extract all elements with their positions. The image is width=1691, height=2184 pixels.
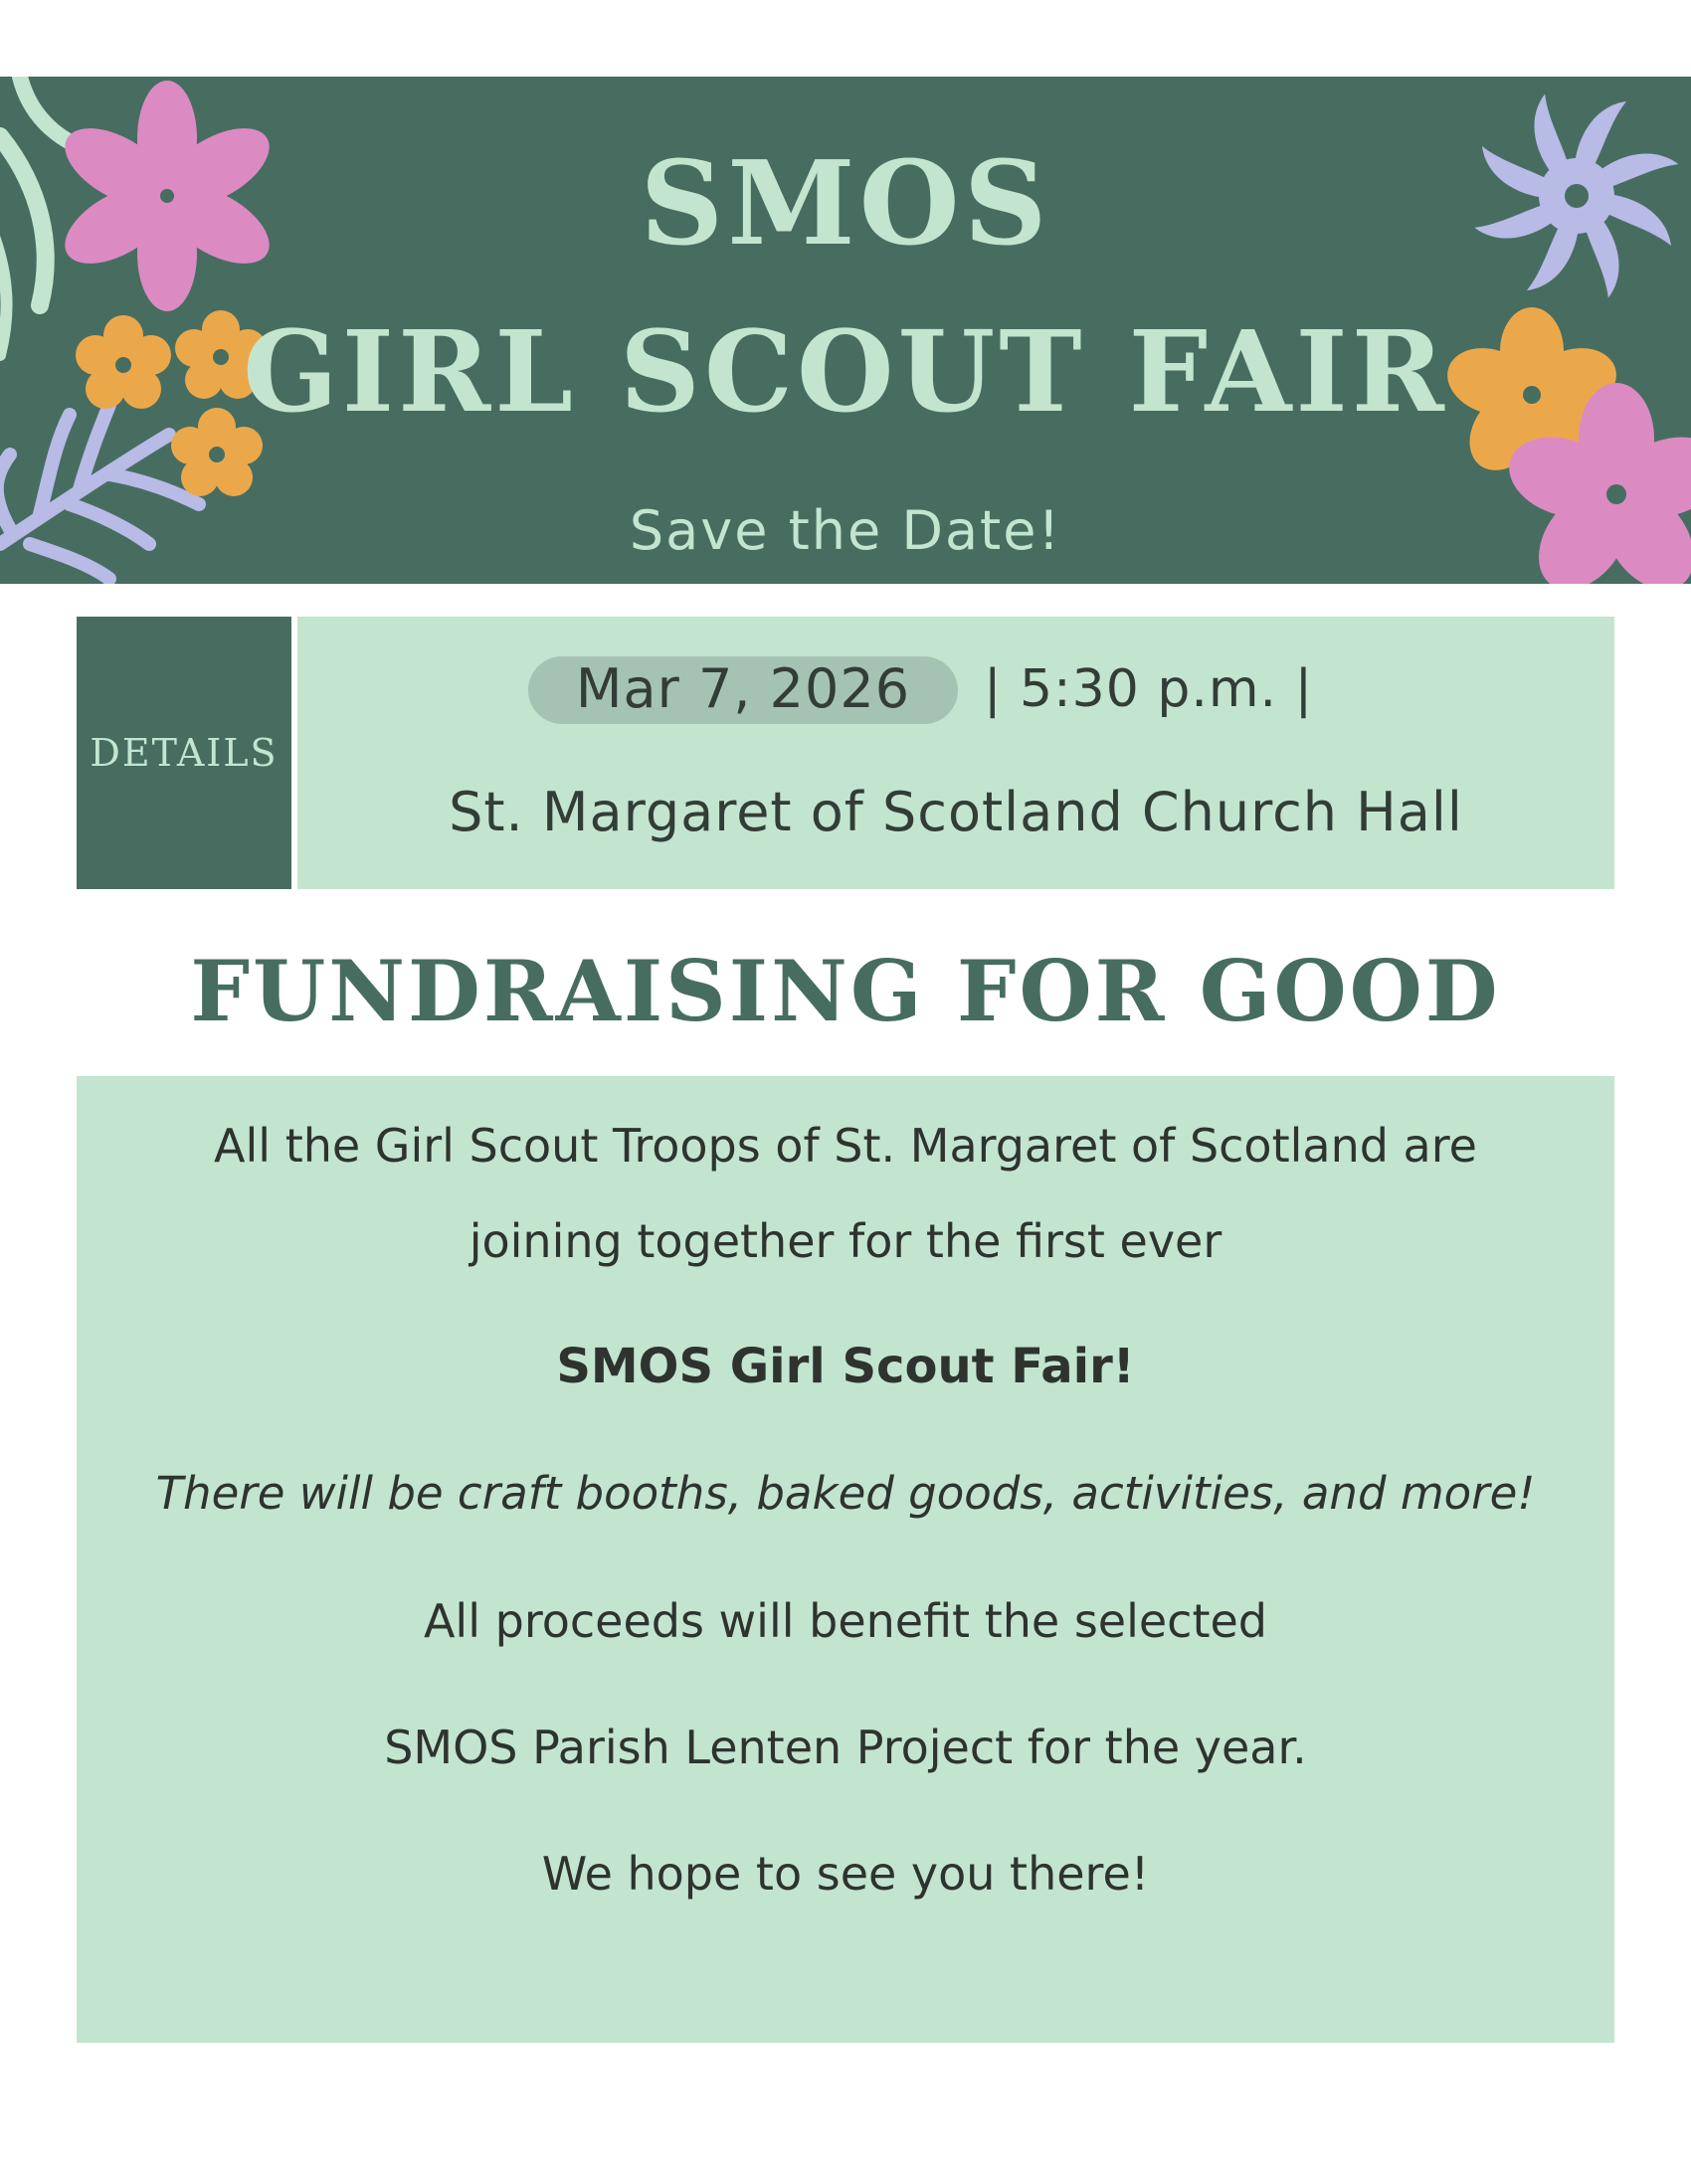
subtitle: Save the Date! [629,499,1062,562]
title-line-1: SMOS [640,136,1051,272]
content-box [77,1076,1614,2043]
content-line-2: joining together for the first ever [469,1214,1222,1268]
details-box [297,617,1614,889]
title-line-2: GIRL SCOUT FAIR [243,307,1448,438]
event-location: St. Margaret of Scotland Church Hall [449,781,1463,843]
content-line-7: We hope to see you there! [541,1847,1150,1901]
content-line-4: There will be craft booths, baked goods, activities, and more! [155,1467,1536,1520]
content-line-5: All proceeds will benefit the selected [423,1594,1268,1648]
details-label-box [77,617,291,889]
details-label: DETAILS [90,731,279,775]
event-time: | 5:30 p.m. | [984,659,1314,719]
section-heading: FUNDRAISING FOR GOOD [190,942,1501,1040]
content-line-3: SMOS Girl Scout Fair! [556,1339,1135,1394]
date-badge: Mar 7, 2026 [528,656,958,724]
header-banner [0,77,1691,584]
content-line-1: All the Girl Scout Troops of St. Margaret of Scotland are [214,1119,1477,1173]
content-line-6: SMOS Parish Lenten Project for the year. [384,1721,1307,1774]
